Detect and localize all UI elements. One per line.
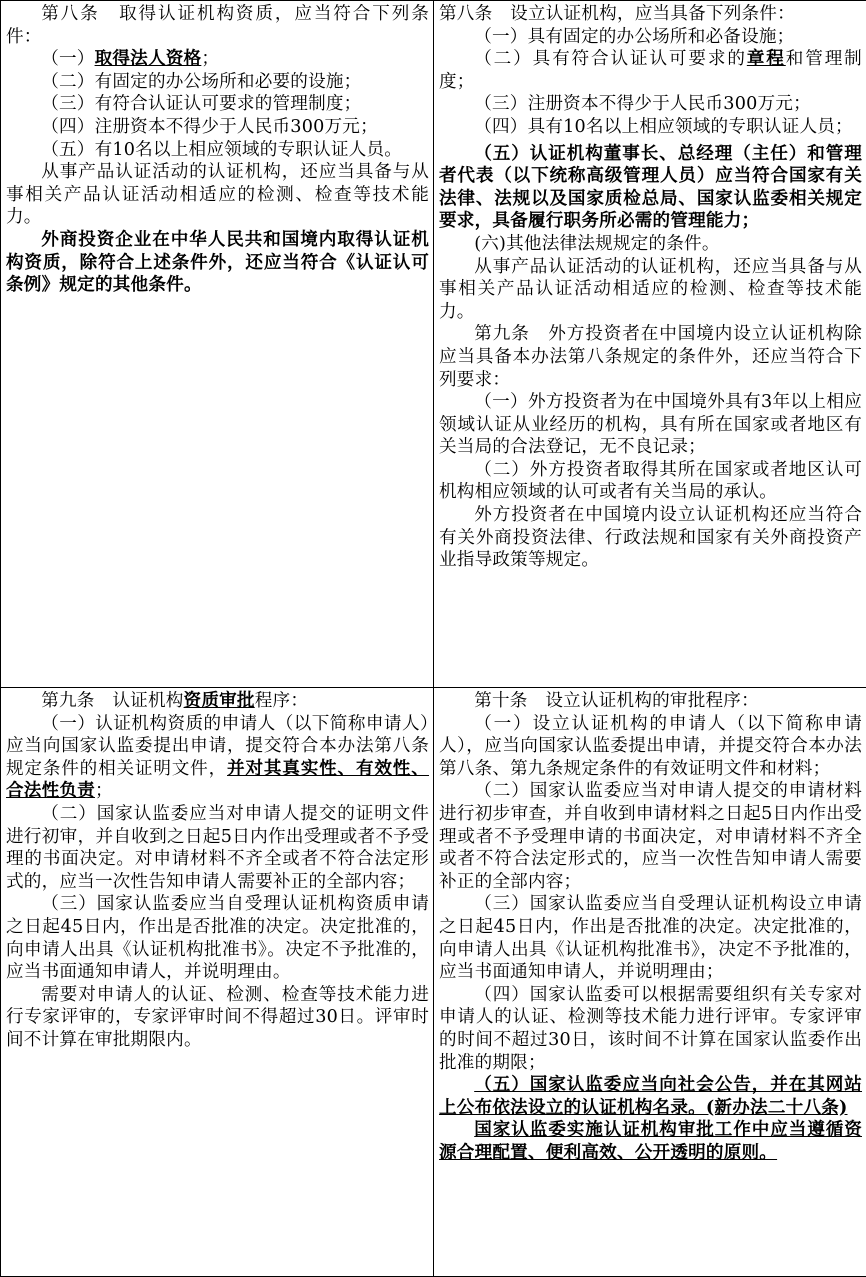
old-article9-heading xyxy=(6,690,429,713)
old-article8-item5: （五）有10名以上相应领域的专职认证人员。 xyxy=(6,139,429,162)
new-article9-foreign-para: 外方投资者在中国境内设立认证机构还应当符合有关外商投资法律、行政法规和国家有关外商投资产业指导政策等规定。 xyxy=(439,504,862,572)
item-prefix: （一） xyxy=(41,49,94,69)
new-article8-item4: （四）具有10名以上相应领域的专职认证人员； xyxy=(439,116,862,139)
new-article9-item1: （一）外方投资者为在中国境外具有3年以上相应领域认证从业经历的机构，具有所在国家或者地区有关当局的合法登记，无不良记录； xyxy=(439,391,862,459)
new-article10-cell xyxy=(434,688,866,1277)
new-article9-item2: （二）外方投资者取得其所在国家或者地区认可机构相应领域的认可或者有关当局的承认。 xyxy=(439,459,862,504)
new-article10-item5: （五）国家认监委应当向社会公告，并在其网站上公布依法设立的认证机构名录。(新办法二十八条) xyxy=(439,1074,862,1119)
old-article8-item1-emph: 取得法人资格 xyxy=(95,48,202,69)
heading-pre: 第九条 认证机构 xyxy=(41,691,183,711)
new-article8-item1: （一）具有固定的办公场所和必备设施； xyxy=(439,26,862,49)
new-article10-item2: （二）国家认监委应当对申请人提交的申请材料进行初步审查，并自收到申请材料之日起5日内作出受理或者不予受理申请的书面决定，对申请材料不齐全或者不符合法定形式的，应当一次性告知申请人需要补正的全部内容； xyxy=(439,780,862,893)
heading-post: 程序： xyxy=(255,691,308,711)
item2-post: 和管理制度； xyxy=(439,49,862,92)
old-article8-item1 xyxy=(6,48,429,71)
new-article9-heading: 第九条 外方投资者在中国境内设立认证机构除应当具备本办法第八条规定的条件外，还应当符合下列要求： xyxy=(439,323,862,391)
new-article8-9-cell xyxy=(434,1,866,688)
table-row xyxy=(1,688,866,1277)
new-article8-item2 xyxy=(439,48,862,93)
new-article8-heading: 第八条 设立认证机构，应当具备下列条件： xyxy=(439,3,862,26)
item1-post: ； xyxy=(95,781,113,801)
item1-pre: （一）认证机构资质的申请人（以下简称申请人）应当向国家认监委提出申请，提交符合本办法第八条规定条件的相关证明文件， xyxy=(6,714,429,779)
old-article9-item1-emph: 并对其真实性、有效性、合法性负责 xyxy=(6,758,429,802)
new-article10-item1: （一）设立认证机构的申请人（以下简称申请人），应当向国家认监委提出申请，并提交符合本办法第八条、第九条规定条件的有效证明文件和材料； xyxy=(439,713,862,781)
old-article9-cell xyxy=(1,688,434,1277)
old-article8-foreign-para: 外商投资企业在中华人民共和国境内取得认证机构资质，除符合上述条件外，还应当符合《认证认可条例》规定的其他条件。 xyxy=(6,229,429,297)
old-article8-testing-para: 从事产品认证活动的认证机构，还应当具备与从事相关产品认证活动相适应的检测、检查等技术能力。 xyxy=(6,161,429,229)
old-article8-item3: （三）有符合认证认可要求的管理制度； xyxy=(6,93,429,116)
new-article10-item4: （四）国家认监委可以根据需要组织有关专家对申请人的认证、检测等技术能力进行评审。专家评审的时间不超过30日，该时间不计算在国家认监委作出批准的期限； xyxy=(439,984,862,1074)
old-article9-expert-para: 需要对申请人的认证、检测、检查等技术能力进行专家评审的，专家评审时间不得超过30日。评审时间不计算在审批期限内。 xyxy=(6,984,429,1052)
old-article9-item1 xyxy=(6,713,429,803)
item-suffix: ； xyxy=(201,49,219,69)
old-article9-item2: （二）国家认监委应当对申请人提交的证明文件进行初审，并自收到之日起5日内作出受理或者不予受理的书面决定。对申请材料不齐全或者不符合法定形式的，应当一次性告知申请人需要补正的全部内容； xyxy=(6,803,429,893)
old-article9-item3: （三）国家认监委应当自受理认证机构资质申请之日起45日内，作出是否批准的决定。决定批准的，向申请人出具《认证机构批准书》。决定不予批准的，应当书面通知申请人，并说明理由。 xyxy=(6,893,429,983)
new-article10-item3: （三）国家认监委应当自受理认证机构设立申请之日起45日内，作出是否批准的决定。决定批准的，向申请人出具《认证机构批准书》，决定不予批准的，应当书面通知申请人，并说明理由； xyxy=(439,893,862,983)
new-article8-item2-emph: 章程 xyxy=(747,48,786,69)
old-article8-cell xyxy=(1,1,434,688)
new-article8-item3: （三）注册资本不得少于人民币300万元； xyxy=(439,93,862,116)
old-article8-item2: （二）有固定的办公场所和必要的设施； xyxy=(6,71,429,94)
old-article8-item4: （四）注册资本不得少于人民币300万元； xyxy=(6,116,429,139)
new-article8-testing-para: 从事产品认证活动的认证机构，还应当具备与从事相关产品认证活动相适应的检测、检查等技术能力。 xyxy=(439,256,862,324)
table-row xyxy=(1,1,866,688)
item2-pre: （二）具有符合认证认可要求的 xyxy=(474,49,747,69)
new-article10-heading: 第十条 设立认证机构的审批程序： xyxy=(439,690,862,713)
new-article8-item6: (六)其他法律法规规定的条件。 xyxy=(439,233,862,256)
new-article10-principle-para: 国家认监委实施认证机构审批工作中应当遵循资源合理配置、便利高效、公开透明的原则。 xyxy=(439,1119,862,1164)
new-article8-item5: （五）认证机构董事长、总经理（主任）和管理者代表（以下统称高级管理人员）应当符合国家有关法律、法规以及国家质检总局、国家认监委相关规定要求，具备履行职务所必需的管理能力； xyxy=(439,143,862,233)
old-article9-heading-emph: 资质审批 xyxy=(184,690,255,711)
old-article8-heading: 第八条 取得认证机构资质，应当符合下列条件： xyxy=(6,3,429,48)
